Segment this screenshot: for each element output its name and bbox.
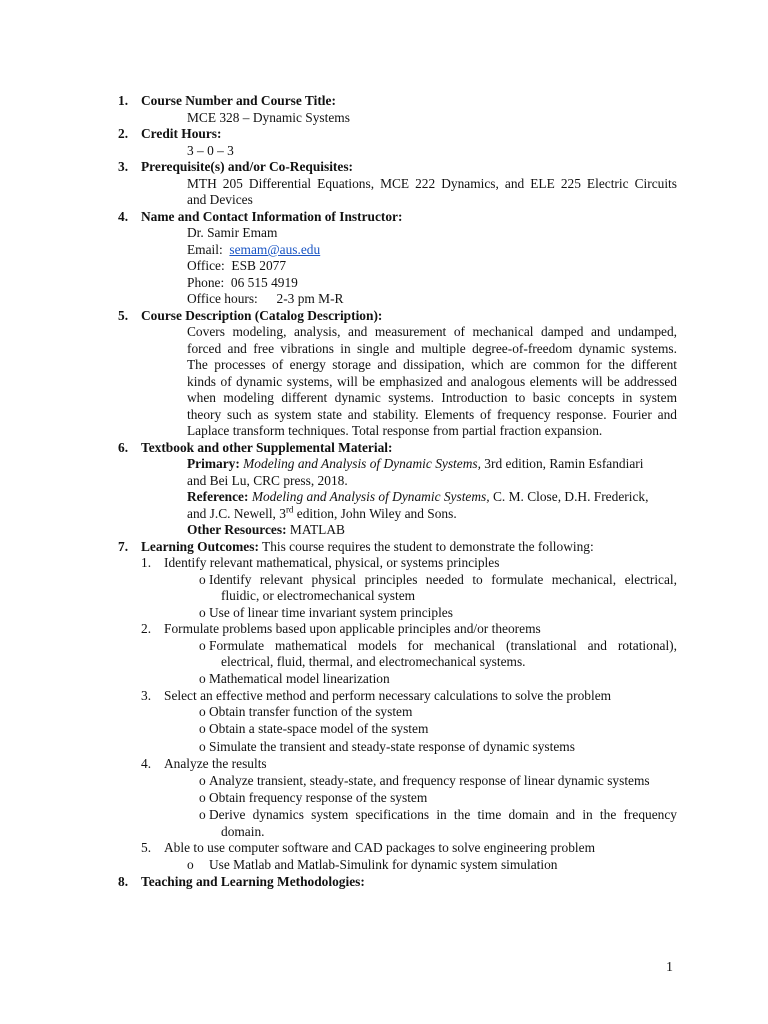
bullet-icon: o — [199, 739, 206, 754]
section-number: 5. — [118, 308, 129, 323]
reference-text — [187, 489, 648, 505]
instructor-name: Dr. Samir Emam — [187, 225, 278, 240]
outcome-number: 2. — [141, 621, 152, 636]
outcome-bullet: Obtain transfer function of the system — [209, 704, 413, 719]
bullet-icon: o — [199, 671, 206, 686]
description-line: forced and free vibrations in single and multiple degree-of-freedom dynamic systems. — [187, 341, 677, 356]
outcome-bullet-cont: domain. — [221, 824, 265, 839]
bullet-icon: o — [199, 721, 206, 736]
other-label: Other Resources: — [187, 522, 287, 537]
course-title: MCE 328 – Dynamic Systems — [187, 110, 350, 125]
email-label: Email: — [187, 242, 223, 257]
learning-outcomes-heading — [141, 539, 594, 555]
reference-line-2: and J.C. Newell, 3rd edition, John Wiley and Sons. — [187, 504, 457, 521]
bullet-icon: o — [199, 638, 206, 653]
section-title: Prerequisite(s) and/or Co-Requisites: — [141, 159, 354, 174]
outcome-bullet: Derive dynamics system specifications in the time domain and in the frequency — [209, 807, 677, 822]
outcome-bullet: Use of linear time invariant system principles — [209, 605, 453, 620]
primary-text — [187, 456, 643, 472]
section-title: Learning Outcomes: — [141, 539, 259, 554]
outcome-bullet: Obtain frequency response of the system — [209, 790, 428, 805]
bullet-icon: o — [199, 572, 206, 587]
section-title: Textbook and other Supplemental Material: — [141, 440, 393, 455]
hours-value: 2-3 pm M-R — [276, 291, 344, 306]
outcome-bullet: Identify relevant physical principles needed to formulate mechanical, electrical, — [209, 572, 677, 587]
description-line: Covers modeling, analysis, and measurement of mechanical damped and undamped, — [187, 324, 677, 339]
office-label: Office: — [187, 258, 225, 273]
bullet-icon: o — [199, 605, 206, 620]
bullet-icon: o — [199, 790, 206, 805]
primary-book-title: Modeling and Analysis of Dynamic Systems, — [243, 456, 481, 471]
prereq-line: MTH 205 Differential Equations, MCE 222 Dynamics, and ELE 225 Electric Circuits — [187, 176, 677, 191]
phone-row — [187, 275, 298, 291]
outcome-bullet: Mathematical model linearization — [209, 671, 390, 686]
outcome-number: 4. — [141, 756, 152, 771]
office-value: ESB 2077 — [231, 258, 287, 273]
description-line: The processes of energy storage and dissipation, which are common for the different — [187, 357, 677, 372]
reference-book-title: Modeling and Analysis of Dynamic Systems, — [251, 489, 490, 504]
outcome-bullet: Simulate the transient and steady-state response of dynamic systems — [209, 739, 575, 754]
section-title: Course Number and Course Title: — [141, 93, 336, 108]
hours-row — [187, 291, 343, 307]
outcome-bullet: Use Matlab and Matlab-Simulink for dynamic system simulation — [209, 857, 558, 872]
outcome-bullet-cont: fluidic, or electromechanical system — [221, 588, 416, 603]
section-number: 3. — [118, 159, 129, 174]
email-row — [187, 242, 320, 258]
description-line: theory such as system state and stability. Elements of frequency response. Fourier and — [187, 407, 677, 422]
outcome-number: 1. — [141, 555, 152, 570]
description-line: kinds of dynamic systems, will be emphasized and analogous elements will be addressed — [187, 374, 677, 389]
outcome-bullet: Analyze transient, steady-state, and frequency response of linear dynamic systems — [209, 773, 650, 788]
reference-label: Reference: — [187, 489, 249, 504]
prereq-line: and Devices — [187, 192, 253, 207]
phone-value: 06 515 4919 — [230, 275, 298, 290]
outcome-number: 3. — [141, 688, 152, 703]
reference-details: C. M. Close, D.H. Frederick, — [492, 489, 649, 504]
description-line: Laplace transform techniques. Total response from partial fraction expansion. — [187, 423, 603, 438]
other-resources — [187, 522, 345, 538]
section-number: 4. — [118, 209, 129, 224]
office-row — [187, 258, 286, 274]
outcome-text: Identify relevant mathematical, physical, or systems principles — [164, 555, 500, 570]
primary-details: 3rd edition, Ramin Esfandiari — [484, 456, 644, 471]
section-number: 7. — [118, 539, 129, 554]
section-title: Teaching and Learning Methodologies: — [141, 874, 365, 889]
outcome-text: Able to use computer software and CAD packages to solve engineering problem — [164, 840, 595, 855]
phone-label: Phone: — [187, 275, 225, 290]
section-title-rest: This course requires the student to demonstrate the following: — [262, 539, 594, 554]
email-link[interactable]: semam@aus.edu — [229, 242, 321, 257]
bullet-icon: o — [199, 773, 206, 788]
outcome-text: Formulate problems based upon applicable principles and/or theorems — [164, 621, 541, 636]
credit-hours: 3 – 0 – 3 — [187, 143, 234, 158]
outcome-bullet: Obtain a state-space model of the system — [209, 721, 429, 736]
description-line: when modeling different dynamic systems. Introduction to basic concepts in system — [187, 390, 677, 405]
outcome-bullet-cont: electrical, fluid, thermal, and electromechanical systems. — [221, 654, 526, 669]
outcome-number: 5. — [141, 840, 152, 855]
section-title: Course Description (Catalog Description): — [141, 308, 383, 323]
section-number: 6. — [118, 440, 129, 455]
bullet-icon: o — [199, 807, 206, 822]
other-value: MATLAB — [289, 522, 345, 537]
bullet-icon: o — [199, 704, 206, 719]
primary-line-2: and Bei Lu, CRC press, 2018. — [187, 473, 348, 488]
section-title: Credit Hours: — [141, 126, 222, 141]
section-number: 8. — [118, 874, 129, 889]
outcome-text: Analyze the results — [164, 756, 267, 771]
section-number: 1. — [118, 93, 129, 108]
outcome-bullet: Formulate mathematical models for mechanical (translational and rotational), — [209, 638, 677, 653]
section-number: 2. — [118, 126, 129, 141]
outcome-text: Select an effective method and perform necessary calculations to solve the problem — [164, 688, 612, 703]
section-title: Name and Contact Information of Instructor: — [141, 209, 403, 224]
page-number: 1 — [666, 960, 673, 975]
primary-label: Primary: — [187, 456, 240, 471]
hours-label: Office hours: — [187, 291, 258, 306]
bullet-icon: o — [187, 857, 194, 872]
